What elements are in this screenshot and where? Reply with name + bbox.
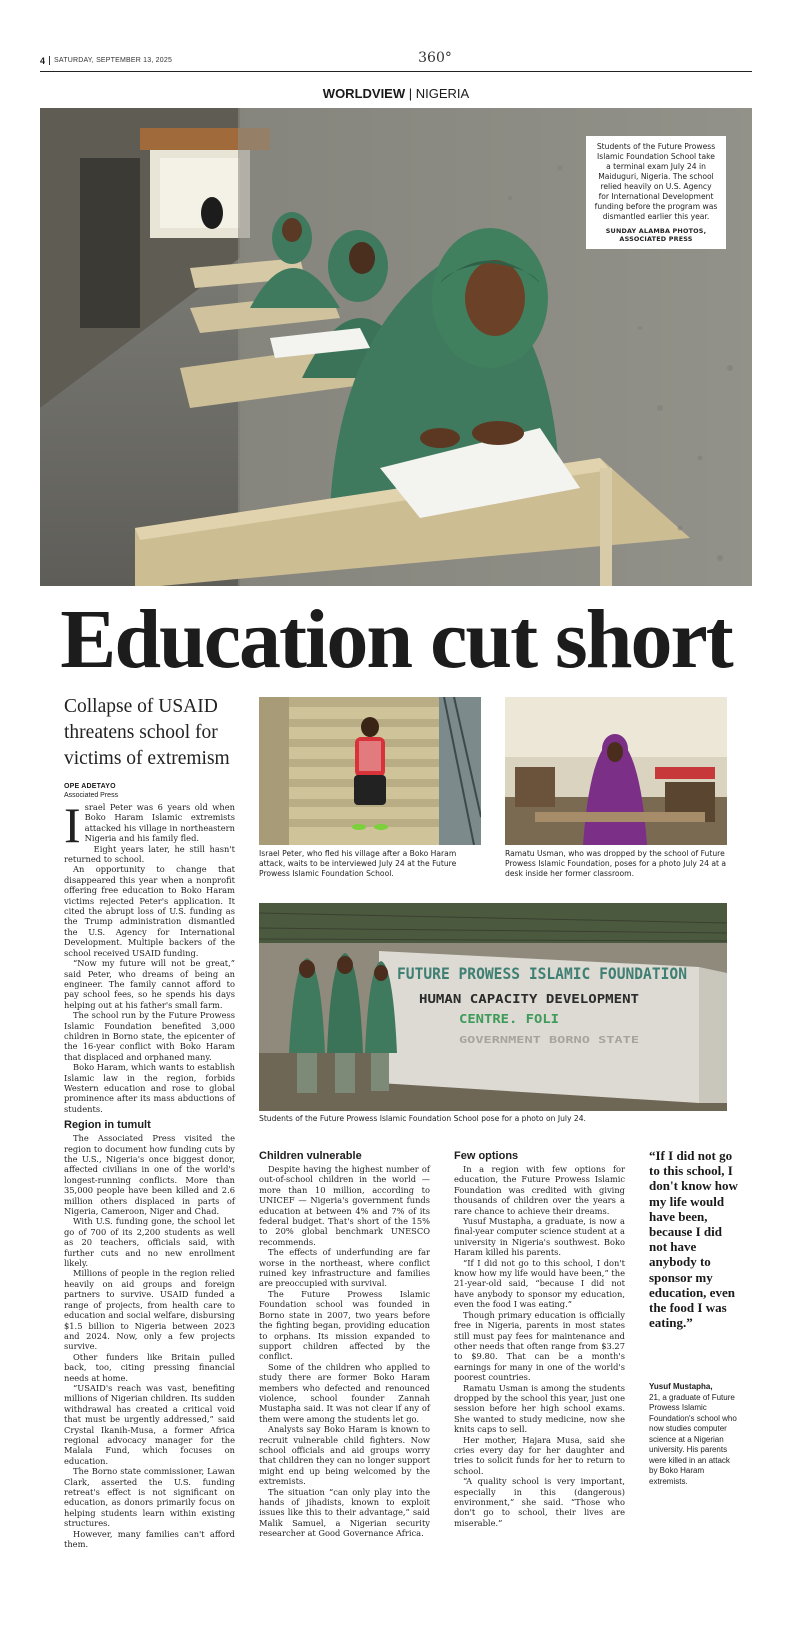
article-paragraph: The Borno state commissioner, Lawan Clark, asserted the U.S. funding retreat's effect is not significant on education, as donors primarily focus on helping students learn within existing structures.	[64, 1466, 235, 1529]
hero-caption	[586, 136, 726, 249]
photo-credit-line2: ASSOCIATED PRESS	[619, 235, 693, 243]
photo-students-sign-illustration	[259, 903, 727, 1111]
photo-israel-peter-illustration	[259, 697, 481, 845]
article-paragraph: The situation “can only play into the hands of jihadists, known to exploit issues like this to their advantage,” said Malik Samuel, a Nigerian security researcher at Good Governance Africa.	[259, 1486, 430, 1539]
edition-date: SATURDAY, SEPTEMBER 13, 2025	[54, 57, 173, 64]
photo-ramatu-usman	[505, 697, 727, 845]
article-paragraph: “USAID's reach was vast, benefiting millions of Nigerian children. Its sudden withdrawal has created a critical void that must be urgently addressed,” said Crystal Ikanih-Musa, a former Africa regional advocacy manager for the Malala Fund, which focuses on education.	[64, 1382, 235, 1466]
sign-line2: HUMAN CAPACITY DEVELOPMENT	[419, 992, 639, 1006]
subhead-region-in-tumult: Region in tumult	[64, 1119, 151, 1132]
byline	[64, 782, 244, 800]
article-paragraph: Yusuf Mustapha, a graduate, is now a final-year computer science student at a university in Nigeria's southwest. Boko Haram killed his parents.	[454, 1216, 625, 1258]
subsection-name: NIGERIA	[415, 86, 470, 101]
subhead-children-vulnerable: Children vulnerable	[259, 1150, 362, 1162]
deck-subheadline: Collapse of USAID threatens school for victims of extremism	[64, 696, 230, 769]
photo-credit-line1: SUNDAY ALAMBA PHOTOS,	[605, 227, 707, 235]
article-paragraph: The school run by the Future Prowess Islamic Foundation benefited 3,000 children in Borno state, the epicenter of the 16-year conflict with Boko Haram that displaced and orphaned many.	[64, 1010, 235, 1062]
hero-caption-text: Students of the Future Prowess Islamic Foundation School take a terminal exam July 24 in Maiduguri, Nigeria. The school relied heavily on U.S. Agency for International Development funding before the program was dismantled earlier this year.	[594, 142, 718, 221]
photo-israel-peter	[259, 697, 481, 845]
photo-caption-ramatu-usman: Ramatu Usman, who was dropped by the school of Future Prowess Islamic Foundation, poses for a photo July 24 at a desk inside her former classroom.	[505, 849, 727, 878]
photo-caption-students: Students of the Future Prowess Islamic Foundation School pose for a photo on July 24.	[259, 1114, 586, 1123]
article-column-2	[259, 1145, 430, 1539]
photo-caption-israel-peter: Israel Peter, who fled his village after a Boko Haram attack, waits to be interviewed July 24 at the Future Prowess Islamic Foundation School.	[259, 849, 457, 878]
photo-students-sign	[259, 903, 727, 1111]
subhead-few-options: Few options	[454, 1150, 519, 1162]
drop-cap: I	[64, 797, 81, 853]
sign-line4: GOVERNMENT BORNO STATE	[459, 1035, 639, 1046]
article-paragraph: In a region with few options for education, the Future Prowess Islamic Foundation was credited with giving thousands of children over the years a rare chance to achieve their dreams.	[454, 1164, 625, 1216]
photo-credit	[594, 227, 718, 243]
article-paragraph: Israel Peter was 6 years old when Boko Haram Islamic extremists attacked his village in northeastern Nigeria and his family fled.	[64, 797, 235, 853]
pull-quote-name: Yusuf Mustapha,	[649, 1382, 713, 1391]
sign-line1: FUTURE PROWESS ISLAMIC FOUNDATION	[397, 964, 687, 983]
page-number: 4	[40, 56, 46, 66]
section-logo: 360°	[418, 50, 452, 66]
article-paragraph: Eight years later, he still hasn't returned to school.	[64, 843, 235, 865]
article-paragraph: “A quality school is very important, especially in this (dangerous) environment,” she said. “Those who don't go to school, their lives are miserable.”	[454, 1476, 625, 1528]
sign-line3: CENTRE. FOLI	[459, 1012, 559, 1026]
article-paragraph: Boko Haram, which wants to establish Islamic law in the region, forbids Western education and rose to global prominence after its mass abductions of students.	[64, 1062, 235, 1114]
header-divider	[49, 56, 50, 65]
pull-quote-attribution	[649, 1382, 739, 1487]
pull-quote: “If I did not go to this school, I don't know how my life would have been, because I did not have anybody to sponsor my education, even the food I was eating.”	[649, 1148, 738, 1331]
byline-org: Associated Press	[64, 792, 119, 799]
article-paragraph: The Future Prowess Islamic Foundation school was founded in Borno state in 2007, two years before the fighting began, providing education to orphans. Its mission expanded to support children affected by the conflict.	[259, 1288, 430, 1362]
article-paragraph: “If I did not go to this school, I don't know how my life would have been,” the 21-year-old said, “because I did not have anybody to sponsor my education, even the food I was eating.”	[454, 1257, 625, 1310]
article-paragraph: Analysts say Boko Haram is known to recruit vulnerable child fighters. Now school officials and aid groups worry that children they can no longer support might end up being welcomed by the extremists.	[259, 1424, 430, 1487]
photo-ramatu-usman-illustration	[505, 697, 727, 845]
article-paragraph: Her mother, Hajara Musa, said she cries every day for her daughter and tries to solicit funds for her to return to school.	[454, 1434, 625, 1476]
section-label: WORLDVIEW | NIGERIA	[322, 86, 470, 101]
pull-quote-description: 21, a graduate of Future Prowess Islamic Foundation's school who now studies computer science at a Nigerian university. His parents were killed in an attack by Boko Haram extremists.	[649, 1392, 737, 1486]
article-paragraph: An opportunity to change that disappeared this year when a nonprofit offering free education to Boko Haram victims rejected Peter's application. It cited the abrupt loss of U.S. funding as the Trump administration dismantled the U.S. Agency for International Development. Multiple backers of the school received USAID funding.	[64, 864, 235, 958]
article-paragraph: Though primary education is officially free in Nigeria, parents in most states still must pay fees for maintenance and other needs that often range from $3.27 to $9.80. That can be a month's earnings for many in one of the world's poorest countries.	[454, 1309, 625, 1383]
headline: Education cut short	[60, 593, 732, 686]
section-name: WORLDVIEW	[322, 86, 406, 101]
article-paragraph: However, many families can't afford them.	[64, 1528, 235, 1550]
article-column-1	[64, 797, 235, 1550]
article-paragraph: Despite having the highest number of out-of-school children in the world — more than 10 million, according to UNICEF — Nigeria's government funds education at between 4% and 7% of its federal budget. That's short of the 15% to 20% global benchmark UNESCO recommends.	[259, 1164, 430, 1247]
article-paragraph: The effects of underfunding are far worse in the northeast, where conflict ruined key infrastructure and families are preoccupied with survival.	[259, 1247, 430, 1289]
article-paragraph: Some of the children who applied to study there are former Boko Haram members who defected and renounced violence, school founder Zannah Mustapha said. It was not clear if any of them were among the students let go.	[259, 1361, 430, 1424]
article-paragraph: With U.S. funding gone, the school let go of 700 of its 2,200 students as well as 20 teachers, officials said, with further cuts and no new enrollment likely.	[64, 1216, 235, 1269]
byline-author: OPE ADETAYO	[64, 783, 116, 790]
article-column-3	[454, 1145, 625, 1528]
article-paragraph: The Associated Press visited the region to document how funding cuts by the U.S., Nigeria's once biggest donor, affected civilians in one of the world's longest-running conflicts. More than 35,000 people have been killed and 2.6 million others displaced in parts of Nigeria, Cameroon, Niger and Chad.	[64, 1133, 235, 1217]
article-paragraph: “Now my future will not be great,” said Peter, who dreams of being an engineer. The family cannot afford to pay school fees, so he spends his days helping out at his father's small farm.	[64, 958, 235, 1010]
article-paragraph: Ramatu Usman is among the students dropped by the school this year, just one session before her high school exams. She wanted to study medicine, now she knits caps to sell.	[454, 1382, 625, 1435]
article-paragraph: Other funders like Britain pulled back, too, citing pressing financial needs at home.	[64, 1351, 235, 1383]
article-paragraph: Millions of people in the region relied heavily on aid groups and foreign partners to survive. USAID funded a range of projects, from health care to education and social welfare, disbursing $1.5 billion to Nigeria between 2023 and 2024. Now, only a few projects survive.	[64, 1268, 235, 1352]
page-header	[40, 50, 752, 72]
